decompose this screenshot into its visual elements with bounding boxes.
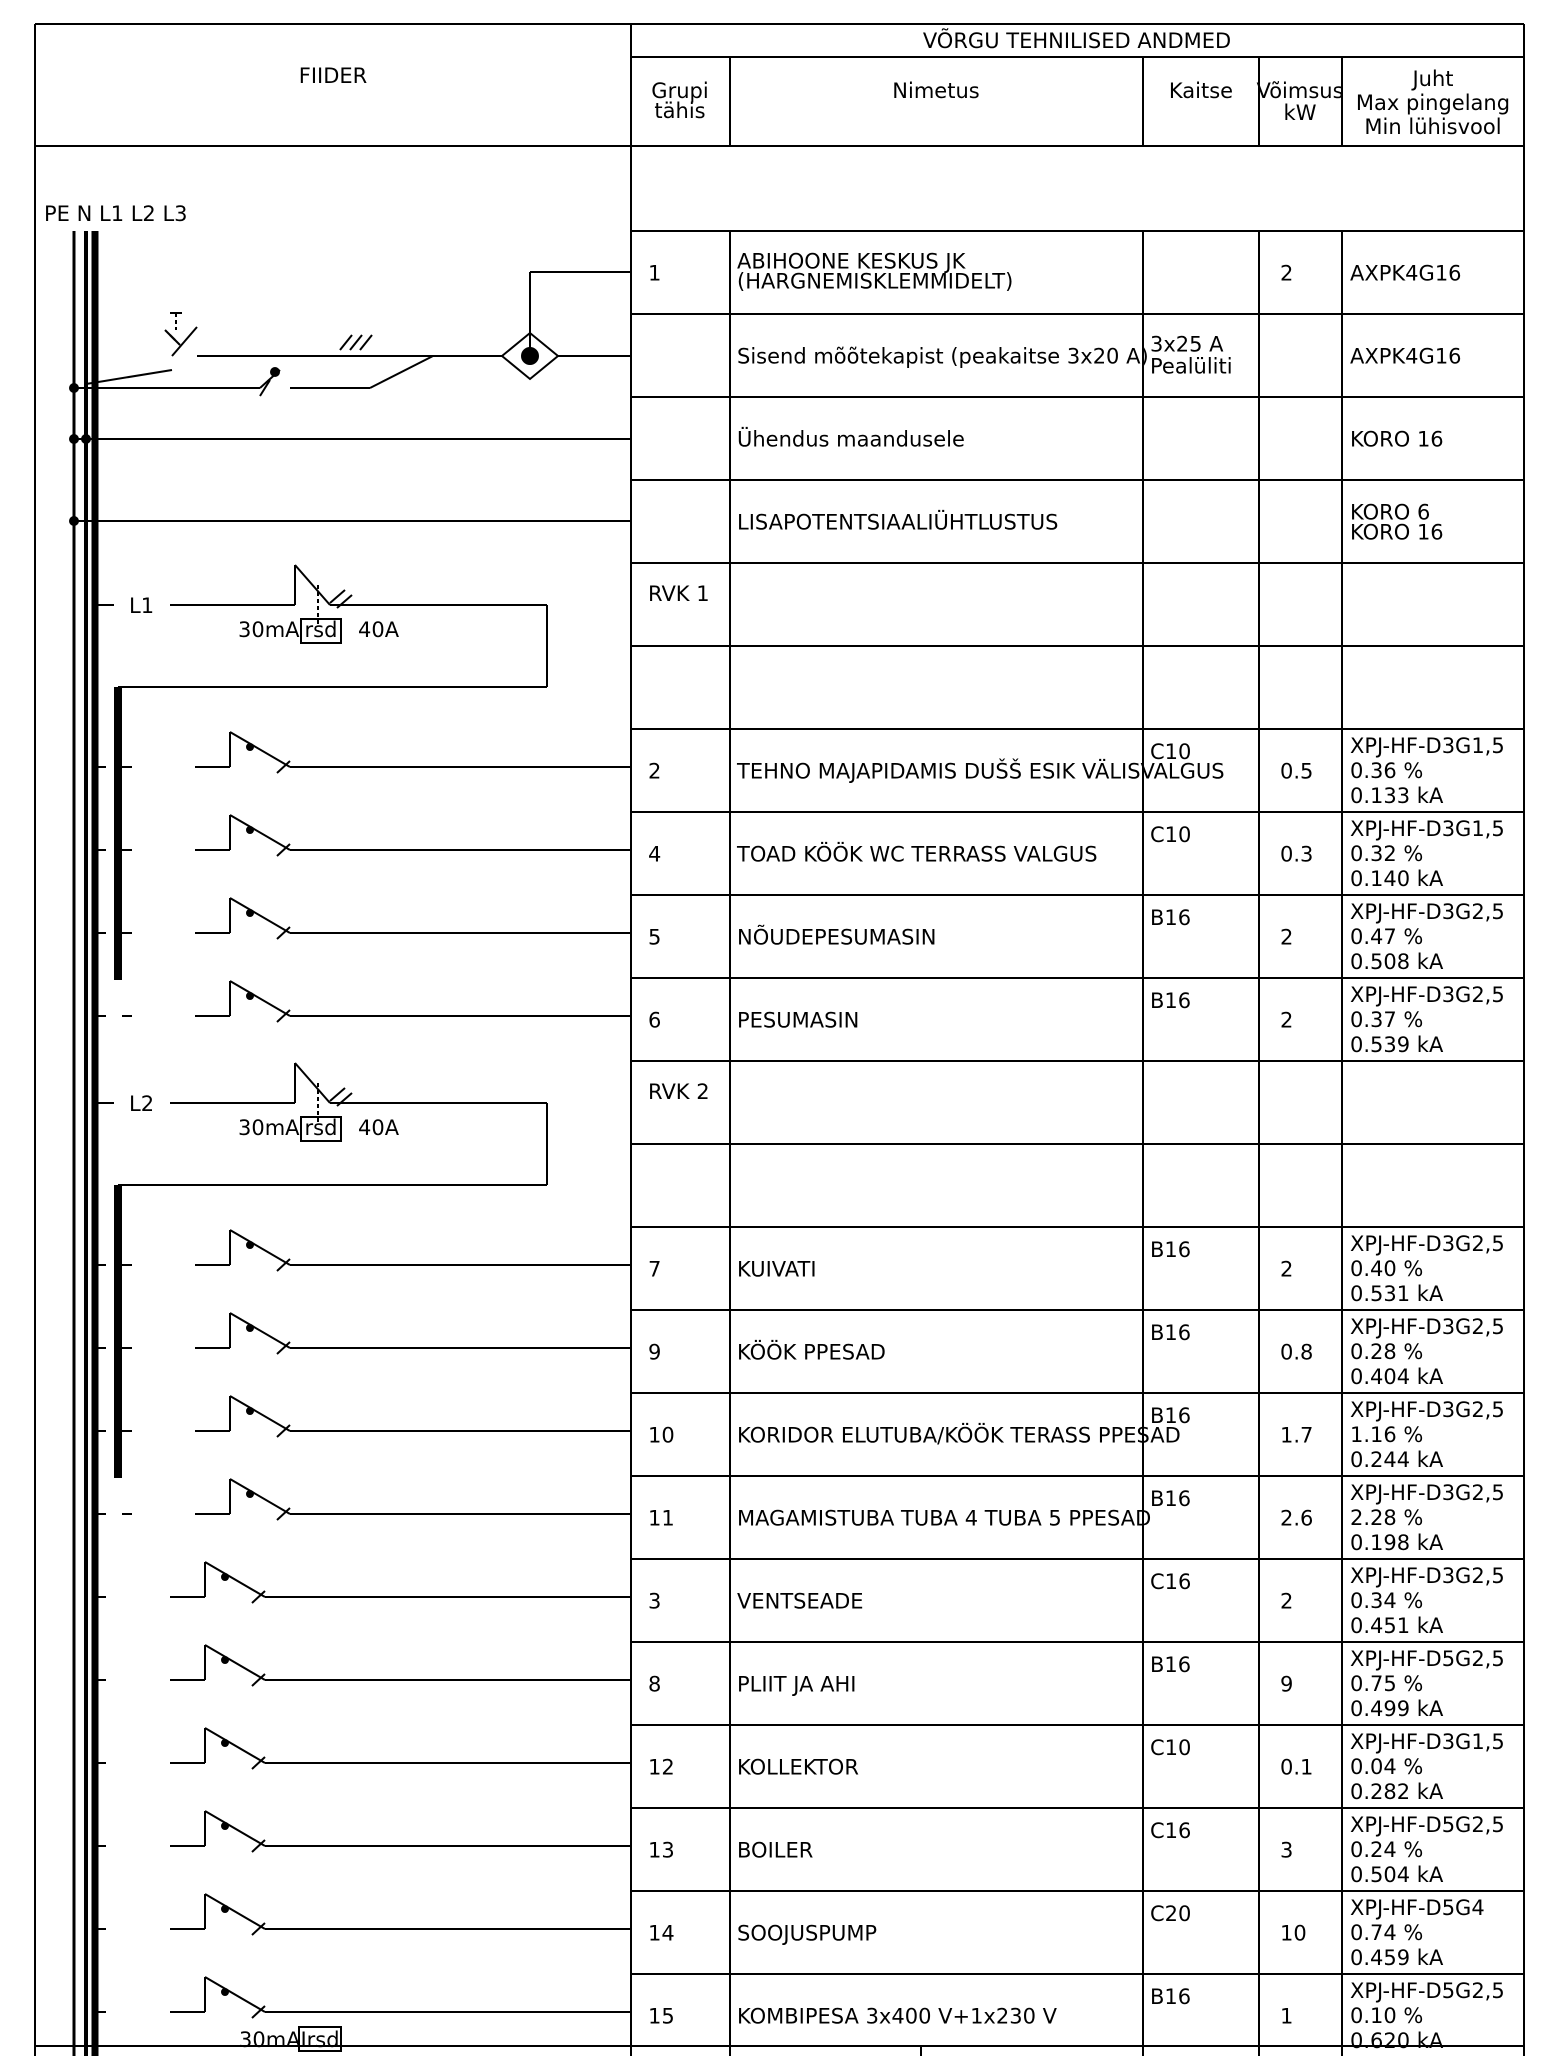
circuit-breaker [96,1977,631,2018]
row-cable: 0.198 kA [1350,1531,1444,1555]
table-row [648,1647,1505,1721]
group-id: 14 [648,1921,675,1946]
table-row [648,1398,1505,1472]
rcd-block-l1 [96,565,547,980]
row-name: SOOJUSPUMP [737,1921,878,1946]
circuit-breaker [96,1313,631,1354]
row-cable: XPJ-HF-D3G2,5 [1350,1398,1505,1422]
group-id: 12 [648,1755,675,1780]
row-cable: XPJ-HF-D3G2,5 [1350,1481,1505,1505]
row-protection: B16 [1150,1238,1192,1262]
group-id: 10 [648,1423,675,1448]
table-row [648,817,1505,891]
circuit-breaker [96,1728,631,1769]
row-protection: B16 [1150,989,1192,1013]
row-cable: XPJ-HF-D3G1,5 [1350,1730,1505,1754]
row-power: 1 [1280,2004,1294,2029]
table-row [648,582,710,606]
row-cable: AXPK4G16 [1350,261,1462,286]
col-grupi-line2: tähis [654,99,706,123]
busbars [74,231,95,2056]
circuit-breaker [96,1811,631,1852]
table-row [737,333,1462,379]
row-cable: XPJ-HF-D5G4 [1350,1896,1485,1920]
row-cable: XPJ-HF-D5G2,5 [1350,1647,1505,1671]
row-power: 2.6 [1280,1506,1314,1531]
col-voimsus-line2: kW [1283,101,1317,125]
group-id: 2 [648,759,662,784]
row-cable: 0.10 % [1350,2004,1424,2028]
row-power: 1.7 [1280,1423,1314,1448]
row-power: 0.8 [1280,1340,1314,1365]
row-cable: XPJ-HF-D3G2,5 [1350,1564,1505,1588]
rcd-current-left: 30mA [238,618,300,642]
col-grupi-line1: Grupi [651,79,709,103]
row-name: PLIIT JA AHI [737,1672,857,1697]
row-protection: B16 [1150,906,1192,930]
group-id: 4 [648,842,662,867]
table-row [648,1730,1505,1804]
row-protection: B16 [1150,1487,1192,1511]
rcd-box-label: rsd [304,1116,338,1140]
row-cable: 0.282 kA [1350,1780,1444,1804]
table-row [648,1481,1505,1555]
circuit-breaker [96,732,631,773]
group-id: 9 [648,1340,662,1365]
row-name: KOMBIPESA 3x400 V+1x230 V [737,2004,1057,2029]
row-cable: XPJ-HF-D3G1,5 [1350,817,1505,841]
col-nimetus: Nimetus [892,79,980,103]
row-cable: 0.36 % [1350,759,1424,783]
row-protection: C16 [1150,1819,1192,1843]
row-cable: 0.34 % [1350,1589,1424,1613]
table-body [648,250,1505,2054]
group-id: 8 [648,1672,662,1697]
feeder-schematic [70,272,631,525]
row-cable: 0.508 kA [1350,950,1444,974]
row-name: TOAD KÖÖK WC TERRASS VALGUS [737,842,1098,867]
group-id: 6 [648,1008,662,1033]
row-cable: XPJ-HF-D5G2,5 [1350,1813,1505,1837]
table-row [648,1080,710,1104]
network-data-title: VÕRGU TEHNILISED ANDMED [922,29,1232,53]
circuit-breaker [96,1479,631,1520]
rcd-phase-label: L2 [129,1092,155,1116]
row-cable: XPJ-HF-D3G2,5 [1350,900,1505,924]
group-id: RVK 1 [648,582,710,606]
table-row [737,427,1444,452]
row-name: KORIDOR ELUTUBA/KÖÖK TERASS PPESAD [737,1423,1181,1448]
row-cable: 0.24 % [1350,1838,1424,1862]
bus-labels: PE N L1 L2 L3 [44,202,188,226]
col-juht-line3: Min lühisvool [1364,115,1502,139]
row-cable: XPJ-HF-D5G2,5 [1350,1979,1505,2003]
row-cable: 0.47 % [1350,925,1424,949]
row-protection: C16 [1150,1570,1192,1594]
row-name: PESUMASIN [737,1008,860,1033]
row-protection: C20 [1150,1902,1192,1926]
row-cable: 0.620 kA [1350,2029,1444,2053]
row-power: 2 [1280,1589,1294,1614]
row-name: TEHNO MAJAPIDAMIS DUŠŠ ESIK VÄLISVALGUS [737,759,1225,784]
row-protection: C10 [1150,823,1192,847]
table-row [648,250,1462,294]
table-row [648,900,1505,974]
table-row [648,1232,1505,1306]
rcd-blocks [96,565,547,1478]
row-cable: 0.539 kA [1350,1033,1444,1057]
group-id: 1 [648,261,662,286]
row-cable: 0.04 % [1350,1755,1424,1779]
row-cable: 1.16 % [1350,1423,1424,1447]
row-power: 9 [1280,1672,1294,1697]
row-name: Ühendus maandusele [737,427,965,452]
rcd-box-label: rsd [304,618,338,642]
row-protection: B16 [1150,1985,1192,2009]
row-cable: XPJ-HF-D3G2,5 [1350,983,1505,1007]
group-id: 3 [648,1589,662,1614]
rcd-current-left: 30mA [238,1116,300,1140]
circuit-breaker [96,1645,631,1686]
row-name: Sisend mõõtekapist (peakaitse 3x20 A) [737,344,1149,369]
row-cable: 0.504 kA [1350,1863,1444,1887]
circuit-breaker [96,1562,631,1603]
breakers [96,732,631,2018]
row-power: 2 [1280,1257,1294,1282]
table-header [299,27,1510,139]
row-cable: XPJ-HF-D3G1,5 [1350,734,1505,758]
table-row [648,1315,1505,1389]
circuit-breaker [96,898,631,939]
row-cable: KORO 16 [1350,520,1444,545]
row-name: KOLLEKTOR [737,1755,859,1780]
row-power: 0.1 [1280,1755,1314,1780]
col-voimsus-line1: Võimsus [1256,79,1344,103]
rcd-current-right: 40A [358,1116,400,1140]
row-cable: 0.75 % [1350,1672,1424,1696]
row-cable: 0.531 kA [1350,1282,1444,1306]
row-cable: 0.499 kA [1350,1697,1444,1721]
row-name: MAGAMISTUBA TUBA 4 TUBA 5 PPESAD [737,1506,1152,1531]
row-power: 2 [1280,261,1294,286]
rcd-block-l2 [96,1063,547,1478]
row-name: NÕUDEPESUMASIN [737,925,937,950]
row-cable: 0.140 kA [1350,867,1444,891]
bottom-rcd-box-label: Irsd [300,2028,340,2052]
group-id: 11 [648,1506,675,1531]
row-cable: KORO 6 [1350,500,1431,525]
col-kaitse: Kaitse [1168,79,1234,103]
row-cable: 0.459 kA [1350,1946,1444,1970]
group-id: RVK 2 [648,1080,710,1104]
table-row [648,734,1505,808]
row-name: ABIHOONE KESKUS JK [737,249,966,274]
row-protection: B16 [1150,1653,1192,1677]
table-row [648,1896,1485,1970]
circuit-breaker [96,815,631,856]
col-juht-line1: Juht [1412,67,1454,91]
table-row [648,1979,1505,2053]
row-power: 2 [1280,1008,1294,1033]
row-name: KUIVATI [737,1257,817,1282]
row-protection: 3x25 A [1150,332,1224,357]
rcd-phase-label: L1 [129,594,155,618]
circuit-breaker [96,1230,631,1271]
fiider-title: FIIDER [298,64,368,88]
row-power: 10 [1280,1921,1307,1946]
table-row [648,1813,1505,1887]
row-power: 3 [1280,1838,1294,1863]
row-name: VENTSEADE [737,1589,864,1614]
row-protection: C10 [1150,1736,1192,1760]
row-cable: XPJ-HF-D3G2,5 [1350,1232,1505,1256]
row-cable: 0.28 % [1350,1340,1424,1364]
table-row [648,983,1505,1057]
row-cable: 0.404 kA [1350,1365,1444,1389]
group-id: 15 [648,2004,675,2029]
row-power: 0.5 [1280,759,1314,784]
row-cable: 0.133 kA [1350,784,1444,808]
table-grid [35,24,1524,2056]
row-cable: AXPK4G16 [1350,344,1462,369]
circuit-breaker [96,981,631,1022]
row-cable: 0.244 kA [1350,1448,1444,1472]
row-cable: XPJ-HF-D3G2,5 [1350,1315,1505,1339]
row-cable: 0.40 % [1350,1257,1424,1281]
row-cable: 0.451 kA [1350,1614,1444,1638]
group-id: 13 [648,1838,675,1863]
row-cable: 0.32 % [1350,842,1424,866]
row-power: 2 [1280,925,1294,950]
circuit-breaker [96,1396,631,1437]
group-id: 7 [648,1257,662,1282]
bottom-rcd-current: 30mA [239,2028,301,2052]
table-row [648,1564,1505,1638]
col-juht-line2: Max pingelang [1355,91,1511,115]
row-cable: 0.74 % [1350,1921,1424,1945]
row-power: 0.3 [1280,842,1314,867]
row-protection: B16 [1150,1321,1192,1345]
group-id: 5 [648,925,662,950]
row-protection: C10 [1150,740,1192,764]
row-cable: KORO 16 [1350,427,1444,452]
row-name: BOILER [737,1838,814,1863]
circuit-breaker [96,1894,631,1935]
row-name: KÖÖK PPESAD [737,1340,886,1365]
row-protection: Pealüliti [1150,354,1233,379]
row-protection: B16 [1150,1404,1192,1428]
row-name: (HARGNEMISKLEMMIDELT) [737,269,1014,294]
rcd-current-right: 40A [358,618,400,642]
table-row [737,501,1444,545]
row-cable: 2.28 % [1350,1506,1424,1530]
row-name: LISAPOTENTSIAALIÜHTLUSTUS [737,510,1059,535]
row-cable: 0.37 % [1350,1008,1424,1032]
